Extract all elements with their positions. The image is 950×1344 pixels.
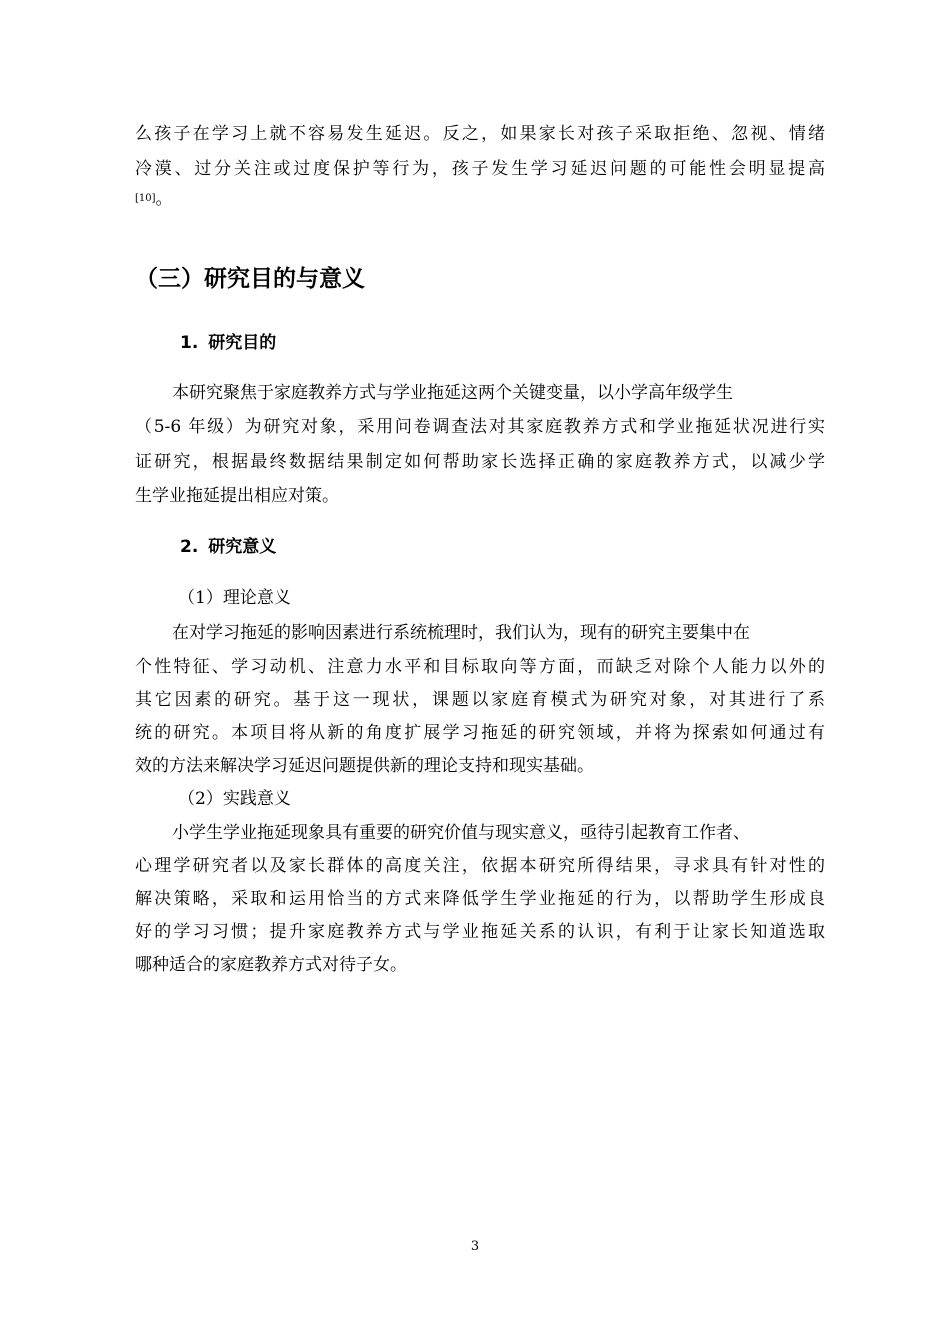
paragraph-line: 效的方法来解决学习延迟问题提供新的理论支持和现实基础。 (135, 756, 594, 776)
subsection-title: 研究意义 (208, 537, 277, 557)
paragraph-line: 生学业拖延提出相应对策。 (135, 486, 339, 506)
sub-heading: （1）理论意义 (178, 588, 291, 608)
paragraph-line: 好的学习习惯；提升家庭教养方式与学业拖延关系的认识，有利于让家长知道选取 (135, 922, 825, 942)
subsection-heading (180, 333, 276, 353)
paragraph-line: 证研究，根据最终数据结果制定如何帮助家长选择正确的家庭教养方式，以减少学 (135, 452, 825, 472)
paragraph-line: 在对学习拖延的影响因素进行系统梳理时，我们认为，现有的研究主要集中在 (172, 623, 750, 643)
sub-heading: （2）实践意义 (178, 789, 291, 809)
paragraph-line: 哪种适合的家庭教养方式对待子女。 (135, 955, 407, 975)
paragraph-line: （5-6 年级）为研究对象，采用问卷调查法对其家庭教养方式和学业拖延状况进行实 (135, 417, 825, 437)
subsection-number: 2. (180, 537, 199, 557)
subsection-heading (180, 537, 276, 557)
paragraph-line: 心理学研究者以及家长群体的高度关注，依据本研究所得结果，寻求具有针对性的 (135, 856, 825, 876)
paragraph-line: 小学生学业拖延现象具有重要的研究价值与现实意义，亟待引起教育工作者、 (172, 823, 750, 843)
page-number: 3 (470, 1239, 480, 1254)
sentence-end: 。 (155, 189, 173, 209)
paragraph-line: 个性特征、学习动机、注意力水平和目标取向等方面，而缺乏对除个人能力以外的 (135, 657, 825, 677)
paragraph-line: 本研究聚焦于家庭教养方式与学业拖延这两个关键变量，以小学高年级学生 (172, 383, 733, 403)
paragraph-line: 其它因素的研究。基于这一现状，课题以家庭育模式为研究对象，对其进行了系 (135, 690, 825, 710)
paragraph-line: 冷漠、过分关注或过度保护等行为，孩子发生学习延迟问题的可能性会明显提高 (135, 159, 825, 179)
citation-reference (135, 189, 173, 209)
subsection-title: 研究目的 (208, 333, 277, 353)
subsection-number: 1. (180, 333, 199, 353)
citation-number: [10] (135, 193, 156, 204)
paragraph-line: 么孩子在学习上就不容易发生延迟。反之，如果家长对孩子采取拒绝、忽视、情绪 (135, 124, 825, 144)
section-heading: （三）研究目的与意义 (135, 266, 365, 292)
paragraph-line: 统的研究。本项目将从新的角度扩展学习拖延的研究领域，并将为探索如何通过有 (135, 723, 825, 743)
paragraph-line: 解决策略，采取和运用恰当的方式来降低学生学业拖延的行为，以帮助学生形成良 (135, 889, 825, 909)
